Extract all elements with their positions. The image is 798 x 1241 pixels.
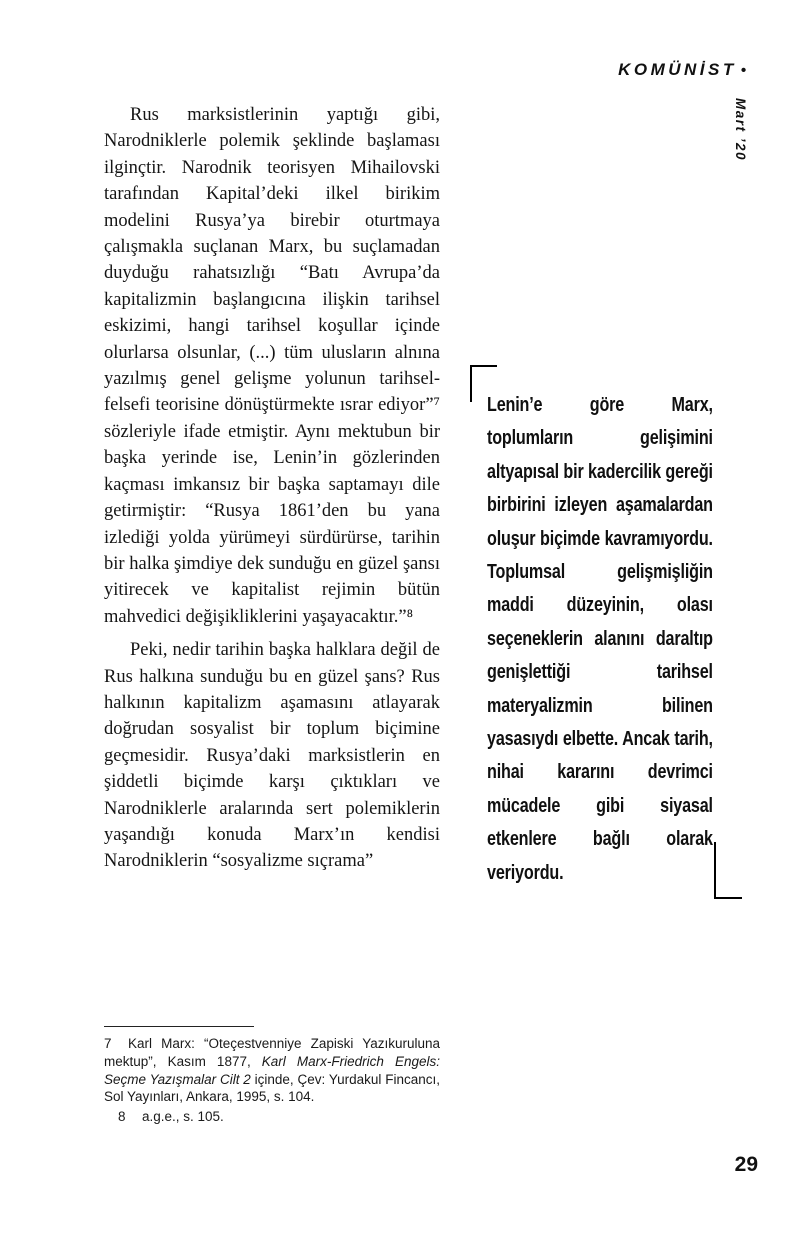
footnotes-section (104, 1026, 440, 1126)
pull-quote-text: Lenin’e göre Marx, toplumların gelişimini altyapısal bir kadercilik gereği birbirini izleyen aşamalardan oluşur biçimde kavramıyordu. Toplumsal gelişmişliğin maddi düzeyinin, olası seçeneklerin alanını daraltıp genişlettiği tarihsel materyalizmin bilinen yasasıydı elbette. Ancak tarih, nihai kararını devrimci mücadele gibi siyasal etkenlere bağlı olarak veriyordu. (487, 393, 713, 884)
pull-quote (487, 388, 713, 889)
page-number: 29 (734, 1153, 758, 1176)
footnote-8-number: 8 (118, 1109, 126, 1125)
issue-date: Mart ’20 (733, 98, 748, 162)
header-bullet: • (740, 62, 746, 79)
magazine-title: KOMÜNİST (618, 60, 737, 79)
footnote-7-text: Karl Marx: “Oteçestvenniye Zapiski Yazıkuruluna mektup”, Kasım 1877, (104, 1036, 440, 1069)
article-paragraph-1: Rus marksistlerinin yaptığı gibi, Narodniklerle polemik şeklinde başlaması ilginçtir. Narodnik teorisyen Mihailovski tarafından Kapital’deki ilkel birikim modelini Rusya’ya birebir oturtmaya çalışmakla suçlanan Marx, bu suçlamadan duyduğu rahatsızlığı “Batı Avrupa’da kapitalizmin başlangıcına ilişkin tarihsel eskizimi, hangi tarihsel koşullar içinde olurlarsa olsunlar, (...) tüm ulusların alnına yazılmış genel gelişme yolunun tarihsel-felsefi teorisine dönüştürmekte ısrar ediyor”⁷ sözleriyle ifade etmiştir. Aynı mektubun bir başka yerinde ise, Lenin’in gözlerinden kaçması imkansız bir başka saptamayı dile getirmiştir: “Rusya 1861’den bu yana izlediği yolda yürümeyi sürdürürse, tarihin bir halka şimdiye dek sunduğu en güzel şansı yitirecek ve kapitalist rejimin bütün mahvedici değişikliklerini yaşayacaktır.”⁸ (104, 105, 440, 627)
footnote-divider-rule (104, 1026, 254, 1027)
page-header (618, 60, 746, 80)
article-paragraph-2: Peki, nedir tarihin başka halklara değil de Rus halkına sunduğu bu en güzel şans? Rus halkının kapitalizm aşamasını atlayarak doğrudan sosyalist bir toplum biçimine geçmesidir. Rusya’daki marksistlerin en şiddetli biçimde karşı çıktıkları ve Narodniklerle aralarında sert polemiklerin yaşandığı konuda Marx’ın kendisi Narodniklerin “sosyalizme sıçrama” (104, 640, 440, 872)
article-body (104, 102, 440, 882)
pull-quote-bracket-bottom-right (714, 842, 742, 899)
footnote-7-number: 7 (104, 1036, 112, 1051)
footnote-7 (104, 1035, 440, 1106)
footnote-7-text-after: içinde, Çev: Yurdakul Fincancı, Sol Yayınları, Ankara, 1995, s. 104. (104, 1071, 440, 1105)
footnote-8-text: a.g.e., s. 105. (142, 1109, 224, 1125)
footnote-7-text-italic: Karl Marx-Friedrich Engels: Seçme Yazışmalar Cilt 2 (104, 1053, 440, 1087)
footnote-8 (104, 1108, 440, 1126)
